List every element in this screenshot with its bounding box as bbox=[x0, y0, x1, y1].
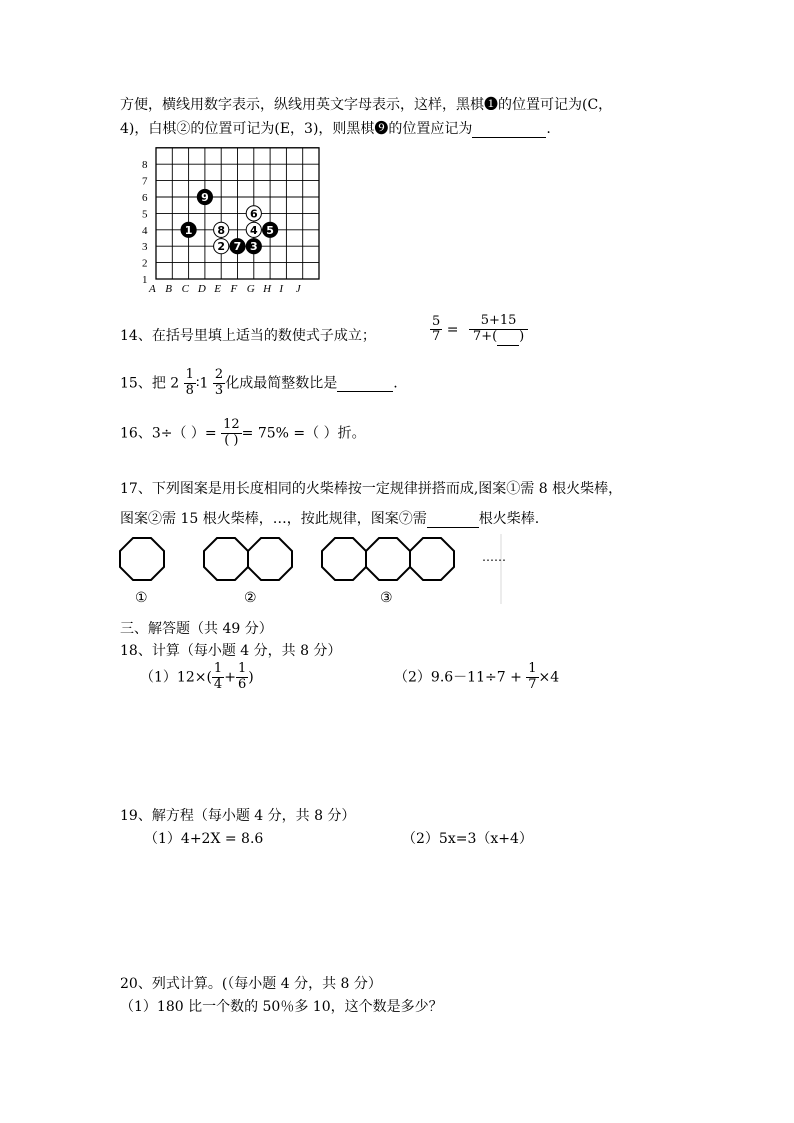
q15-prefix: 15、把 2 bbox=[120, 375, 180, 392]
board-col-label: A bbox=[149, 283, 156, 295]
q15-fraction-1 bbox=[184, 368, 196, 399]
q14-text: 14、在括号里填上适当的数使式子成立； bbox=[120, 328, 376, 344]
q15-fraction-2 bbox=[213, 368, 225, 399]
q14-equation bbox=[430, 314, 528, 346]
matchstick-octagon bbox=[120, 538, 164, 580]
q18-p1-f2-den: 6 bbox=[237, 676, 247, 692]
matchstick-octagon bbox=[204, 538, 248, 580]
q19-part1: （1）4+2X = 8.6 bbox=[144, 831, 264, 847]
board-col-label: G bbox=[246, 283, 255, 295]
figure-label-2: ② bbox=[244, 590, 257, 606]
q14-rhs-num: 5+15 bbox=[480, 313, 517, 328]
q16-suffix: = 75% =（ ）折。 bbox=[241, 425, 366, 442]
figure-label-1: ① bbox=[135, 590, 148, 606]
q18-p1-op: + bbox=[224, 669, 236, 686]
q14-rhs-den-text: 7+( bbox=[472, 328, 498, 344]
q17-line2-text: 图案②需 15 根火柴棒，…，按此规律，图案⑦需 bbox=[120, 511, 427, 527]
go-stone-number: 6 bbox=[249, 207, 258, 221]
q13-line1: 方便，横线用数字表示，纵线用英文字母表示，这样，黑棋❶的位置可记为(C， bbox=[120, 97, 613, 113]
q18-p1-fraction-1 bbox=[212, 662, 224, 693]
board-col-label: B bbox=[165, 283, 173, 295]
q17-line2 bbox=[120, 508, 539, 528]
q14-rhs-fraction bbox=[469, 314, 528, 346]
q18-p2-prefix: （2）9.6－11÷7 + bbox=[394, 669, 522, 686]
board-row-label: 4 bbox=[142, 224, 148, 237]
figure-label-3: ③ bbox=[380, 590, 393, 606]
matchstick-octagon bbox=[410, 538, 454, 580]
go-stone-number: 3 bbox=[249, 240, 258, 254]
board-row-label: 6 bbox=[142, 192, 148, 204]
q15-f1-num: 1 bbox=[185, 367, 194, 382]
q16-prefix: 16、3÷（ ）= bbox=[120, 425, 217, 442]
q15-f1-den: 8 bbox=[185, 382, 194, 398]
figure-ellipsis: …… bbox=[482, 550, 506, 564]
q19-part2: （2）5x=3（x+4） bbox=[402, 831, 533, 847]
q14-lhs-num: 5 bbox=[432, 313, 441, 329]
q18-part1 bbox=[140, 662, 254, 693]
q14-lhs-den: 7 bbox=[432, 329, 441, 345]
go-stone-number: 8 bbox=[217, 223, 226, 237]
go-stone-number: 7 bbox=[233, 240, 242, 254]
board-col-label: D bbox=[197, 283, 206, 295]
board-col-label: J bbox=[295, 283, 301, 295]
q13-line2-end: . bbox=[546, 121, 551, 137]
board-row-label: 5 bbox=[142, 208, 148, 221]
q17-answer-blank[interactable] bbox=[427, 511, 479, 528]
board-col-label: F bbox=[230, 283, 238, 295]
board-row-label: 1 bbox=[142, 274, 148, 286]
q18-p2-fraction bbox=[526, 662, 538, 693]
q15-f2-num: 2 bbox=[214, 367, 224, 382]
board-col-label: C bbox=[181, 283, 189, 295]
q20-title: 20、列式计算。(（每小题 4 分，共 8 分） bbox=[120, 976, 382, 992]
q18-p1-fraction-2 bbox=[236, 662, 248, 693]
q18-p1-f1-den: 4 bbox=[213, 676, 223, 692]
q14-lhs-fraction bbox=[430, 315, 442, 346]
q18-p2-suffix: ×4 bbox=[538, 669, 560, 686]
q18-p1-f2-num: 1 bbox=[237, 661, 247, 676]
q14-equals: = bbox=[446, 321, 459, 338]
board-col-label: E bbox=[214, 283, 221, 295]
board-row-label: 2 bbox=[142, 257, 148, 270]
board-col-label: I bbox=[279, 283, 284, 295]
board-row-label: 3 bbox=[142, 241, 148, 254]
q18-p1-suffix: ) bbox=[248, 669, 254, 686]
q15-suffix: 化成最简整数比是 bbox=[225, 375, 338, 392]
board-row-label: 7 bbox=[142, 175, 148, 188]
go-board bbox=[138, 146, 328, 298]
q15-line bbox=[120, 368, 398, 399]
q13-answer-blank[interactable] bbox=[472, 121, 546, 138]
q19-title: 19、解方程（每小题 4 分，共 8 分） bbox=[120, 808, 356, 824]
q18-p1-prefix: （1）12×( bbox=[140, 669, 212, 686]
q14-answer-blank[interactable] bbox=[497, 330, 519, 346]
q17-line1: 17、下列图案是用长度相同的火柴棒按一定规律拼搭而成,图案①需 8 根火柴棒， bbox=[120, 481, 623, 497]
q14-rhs-den: 7+( ) bbox=[469, 329, 528, 346]
go-stone-number: 4 bbox=[249, 223, 258, 237]
q15-answer-blank[interactable] bbox=[337, 375, 393, 392]
q16-line bbox=[120, 418, 366, 449]
matchstick-octagon bbox=[248, 538, 292, 580]
q18-title: 18、计算（每小题 4 分，共 8 分） bbox=[120, 643, 342, 659]
q15-f2-den: 3 bbox=[214, 382, 224, 398]
board-row-label: 8 bbox=[142, 159, 148, 172]
q16-fraction bbox=[221, 418, 242, 449]
q13-line2-text: 4)，白棋②的位置可记为(E，3)，则黑棋❾的位置应记为 bbox=[120, 121, 473, 137]
go-stone-number: 2 bbox=[217, 240, 226, 254]
q13-line2 bbox=[120, 118, 551, 138]
go-stone-number: 1 bbox=[184, 223, 193, 237]
q18-part2 bbox=[394, 662, 559, 693]
q15-colon: ∶1 bbox=[195, 375, 209, 392]
q16-f-num: 12 bbox=[223, 417, 240, 432]
go-stone-number: 5 bbox=[266, 223, 274, 237]
matchstick-octagon bbox=[322, 538, 366, 580]
q18-p2-f-num: 1 bbox=[528, 661, 537, 676]
board-col-label: H bbox=[263, 283, 272, 295]
matchstick-octagon bbox=[366, 538, 410, 580]
q20-part1: （1）180 比一个数的 50％多 10，这个数是多少？ bbox=[120, 999, 443, 1015]
q18-p2-f-den: 7 bbox=[528, 676, 537, 692]
section-3-title: 三、解答题（共 49 分） bbox=[120, 621, 273, 637]
matchstick-figures bbox=[116, 532, 506, 608]
q16-f-den: ( ) bbox=[221, 433, 242, 449]
q17-line2-end: 根火柴棒. bbox=[478, 511, 540, 527]
q18-p1-f1-num: 1 bbox=[213, 661, 223, 676]
go-stone-number: 9 bbox=[201, 191, 209, 204]
q15-end: . bbox=[393, 375, 398, 392]
